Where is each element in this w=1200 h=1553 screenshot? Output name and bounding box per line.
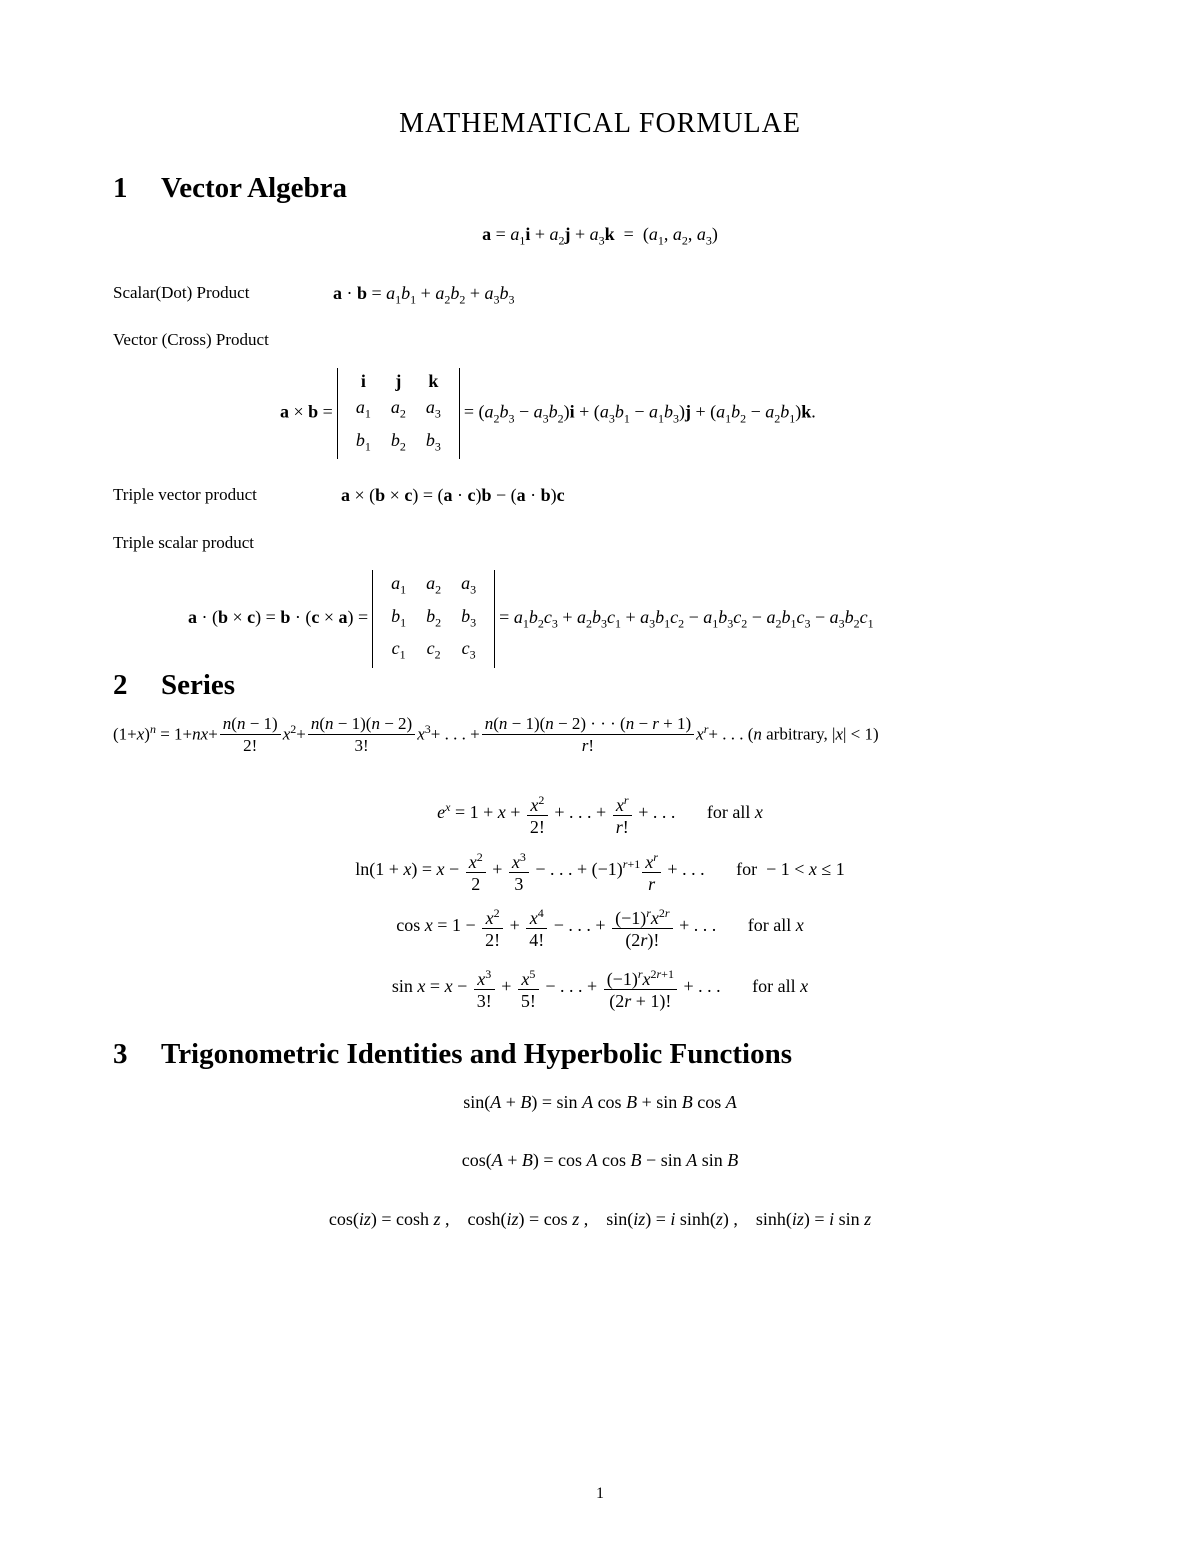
cross-product-determinant: i j k $a_1$ $a_2$ $a_3$ $b_1$ $b_2$ $b_3$ <box>337 368 460 459</box>
binomial-series-formula: $(1+x)^n = 1+nx+$ $\frac{n(n - 1)}{2!}$ $x^2+$ $\frac{n(n - 1)(n - 2)}{3!}$ $x^3+$ . . . + $\frac{n(n - 1)(n - 2) \cdot \cdot \cdot (n - r + 1)}{r!}$ $x^r+$ . . . (n arbitrary, |x| < 1) <box>113 714 879 755</box>
cos-condition: for all <box>747 915 792 936</box>
page-number: 1 <box>596 1485 604 1502</box>
scalar-product-label: Scalar(Dot) Product <box>113 283 250 302</box>
ln-condition: for <box>736 859 758 880</box>
binomial-condition: arbitrary, <box>766 724 828 744</box>
sin-condition: for all <box>752 976 796 997</box>
triple-scalar-determinant: $a_1$ $a_2$ $a_3$ $b_1$ $b_2$ $b_3$ $c_1$ $c_2$ $c_3$ <box>372 570 495 668</box>
section-number: 3 <box>113 1038 128 1070</box>
section-heading-2 <box>113 669 235 702</box>
section-heading-3 <box>113 1038 792 1071</box>
triple-vector-formula: a × (b × c) = (a · c)b − (a · b)c <box>341 485 565 505</box>
exp-series-formula: $e^x = 1 + x$ + $\frac{x^2}{2!}$ + . . . + $\frac{x^r}{r!}$ + . . . for all x <box>0 790 1200 838</box>
exp-condition: for all <box>706 802 751 823</box>
scalar-product-formula: $a \cdot b = a_1b_1 + a_2b_2 + a_3b_3$ <box>333 283 515 307</box>
cross-product-label: Vector (Cross) Product <box>113 330 269 349</box>
vector-definition-formula: $a = a_1i + a_2j + a_3k = (a_1$, $a_2$, $a_3$) <box>482 224 718 248</box>
section-title: Trigonometric Identities and Hyperbolic Functions <box>161 1038 793 1070</box>
triple-scalar-label: Triple scalar product <box>113 533 255 552</box>
ln-series-formula: ln(1 + x) = x − $\frac{x^2}{2}$ + $\frac{x^3}{3}$ − . . . + $(-1)^{r+1}$ $\frac{x^r}{r}$ + . . . for − 1 < x ≤ 1 <box>0 847 1200 895</box>
cross-product-formula: a × b = i j k $a_1$ $a_2$ $a_3$ $b_1$ $b_2$ $b_3$ = $(a_2b_3 - a_3b_2)i + (a_3b_1 - a_1b_3)j + (a_1b_2 - a_2b_1)k$. <box>280 368 816 459</box>
section-heading-1 <box>113 172 347 205</box>
section-title: Vector Algebra <box>161 172 348 204</box>
cos-series-formula: cos x = 1 − $\frac{x^2}{2!}$ + $\frac{x^4}{4!}$ − . . . + $\frac{(-1)^rx^{2r}}{(2r)!}$ + . . . for all x <box>0 903 1200 951</box>
section-title: Series <box>161 669 236 701</box>
section-number: 2 <box>113 669 128 701</box>
triple-vector-label: Triple vector product <box>113 485 257 504</box>
cos-sum-identity: cos(A + B) = cos A cos B − sin A sin B <box>461 1150 739 1170</box>
triple-scalar-formula: a · (b × c) = b · (c × a) = $a_1$ $a_2$ $a_3$ $b_1$ $b_2$ $b_3$ $c_1$ $c_2$ $c_3$ = $a_1b_2c_3 + a_2b_3c_1 + a_3b_1c_2 - a_1b_3c_2 - a_2b_1c_3 - a_3b_2c_1$ <box>188 570 874 668</box>
hyperbolic-identities: cos(iz) = cosh z , cosh(iz) = cos z , sin(iz) = i sinh(z) , sinh(iz) = i sin z <box>328 1209 872 1229</box>
section-number: 1 <box>113 172 128 204</box>
sin-series-formula: sin x = x − $\frac{x^3}{3!}$ + $\frac{x^5}{5!}$ − . . . + $\frac{(-1)^rx^{2r+1}}{(2r + 1)!}$ + . . . for all x <box>0 964 1200 1012</box>
page-title: MATHEMATICAL FORMULAE <box>399 108 801 139</box>
sin-sum-identity: sin(A + B) = sin A cos B + sin B cos A <box>463 1092 737 1112</box>
